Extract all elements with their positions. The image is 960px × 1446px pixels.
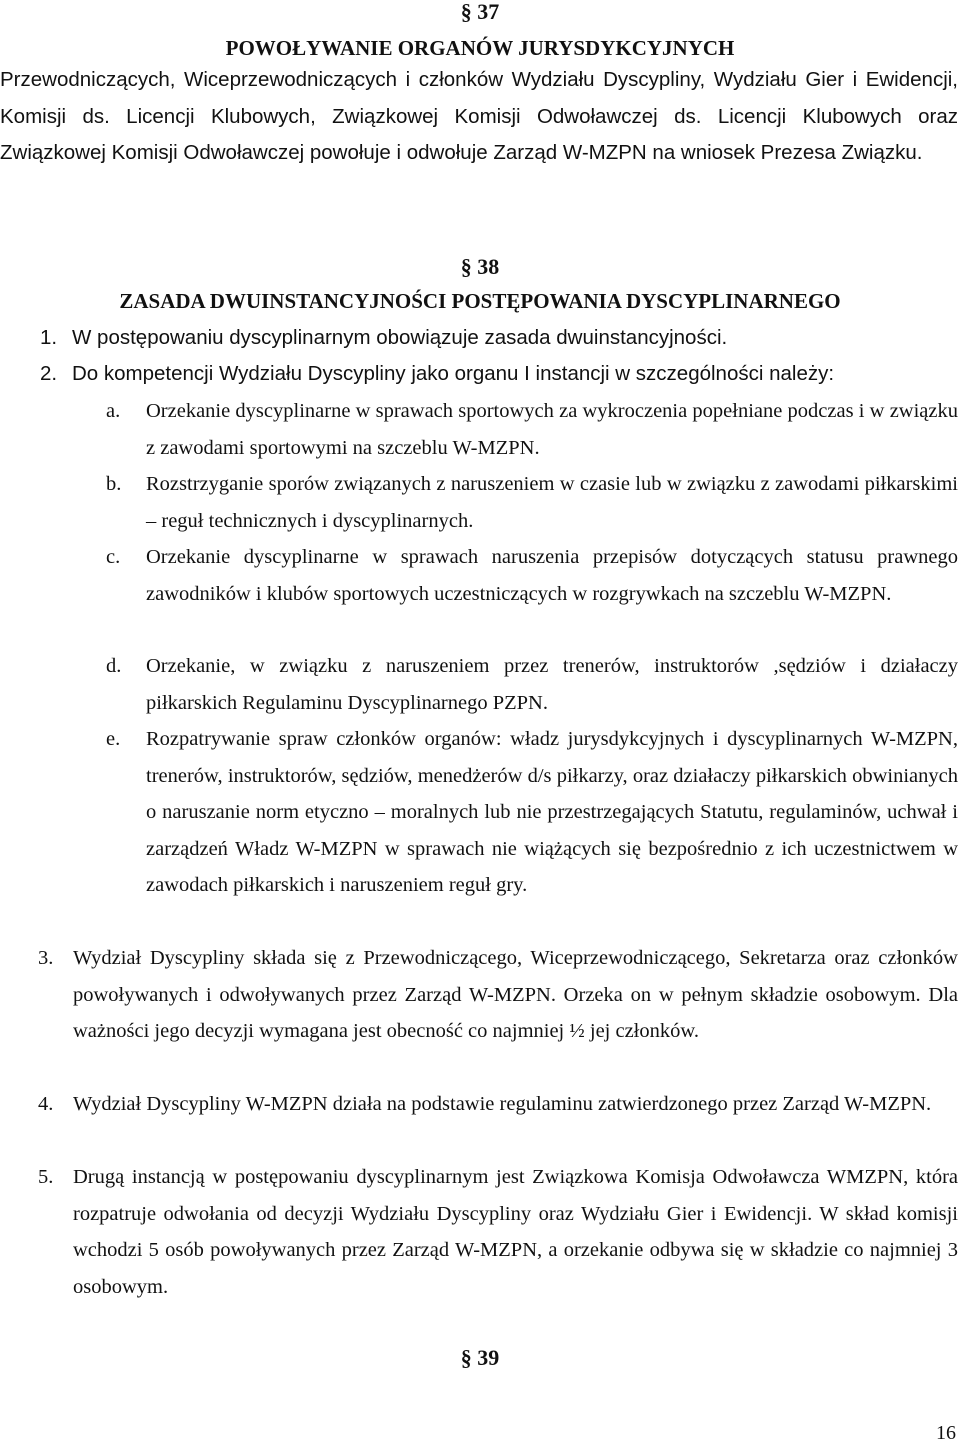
list-item xyxy=(106,393,958,467)
list-item xyxy=(38,1086,958,1160)
list-item-text: Orzekanie dyscyplinarne w sprawach sportowych za wykroczenia popełniane podczas i w związku z zawodami sportowymi na szczeblu W-MZPN. xyxy=(146,400,958,459)
list-item xyxy=(38,1159,958,1306)
list-item-marker: c. xyxy=(106,546,121,568)
section-38-title: ZASADA DWUINSTANCYJNOŚCI POSTĘPOWANIA DYSCYPLINARNEGO xyxy=(119,289,841,313)
section-37-paragraph: Przewodniczących, Wiceprzewodniczących i członków Wydziału Dyscypliny, Wydziału Gier i Ewidencji, Komisji ds. Licencji Klubowych, Związkowej Komisji Odwoławczej ds. Licencji Klubowych oraz Związkowej Komisji Odwoławczej powołuje i odwołuje Zarząd W-MZPN na wniosek Prezesa Związku. xyxy=(0,68,958,165)
section-37-title: POWOŁYWANIE ORGANÓW JURYSDYKCYJNYCH xyxy=(225,36,735,60)
list-item xyxy=(106,648,958,722)
list-item-text: Orzekanie, w związku z naruszeniem przez trenerów, instruktorów ,sędziów i działaczy piłkarskich Regulaminu Dyscyplinarnego PZPN. xyxy=(146,655,958,714)
list-item-text: Rozstrzyganie sporów związanych z naruszeniem w czasie lub w związku z zawodami piłkarskimi – reguł technicznych i dyscyplinarnych. xyxy=(146,473,958,532)
list-item-marker: e. xyxy=(106,728,121,750)
list-item-text: Rozpatrywanie spraw członków organów: władz jurysdykcyjnych i dyscyplinarnych W-MZPN, trenerów, instruktorów, sędziów, menedżerów d/s piłkarzy, oraz działaczy piłkarskich obwinianych o naruszanie norm etyczno – moralnych lub nie przestrzegających Statutu, regulaminów, uchwał i zarządzeń Władz W-MZPN w sprawach nie wiążących się bezpośrednio z ich uczestnictwem w zawodach piłkarskich i naruszeniem reguł gry. xyxy=(146,728,958,897)
list-item-marker: 2. xyxy=(40,362,58,385)
list-item-marker: 1. xyxy=(40,326,58,349)
section-37-number: § 37 xyxy=(460,0,500,24)
section-38-number: § 38 xyxy=(460,254,500,279)
page-number: 16 xyxy=(936,1422,956,1444)
list-item-marker: 3. xyxy=(38,947,54,969)
list-item-text: Wydział Dyscypliny W-MZPN działa na podstawie regulaminu zatwierdzonego przez Zarząd W-MZPN. xyxy=(73,1093,932,1115)
list-item-text: W postępowaniu dyscyplinarnym obowiązuje zasada dwuinstancyjności. xyxy=(72,326,728,349)
list-item-marker: 4. xyxy=(38,1093,54,1115)
list-item-marker: d. xyxy=(106,655,122,677)
list-item xyxy=(40,320,958,357)
list-item-marker: 5. xyxy=(38,1166,54,1188)
list-item-text: Do kompetencji Wydziału Dyscypliny jako organu I instancji w szczególności należy: xyxy=(72,362,835,385)
list-item xyxy=(106,466,958,540)
list-item-marker: a. xyxy=(106,400,121,422)
list-item xyxy=(38,940,958,1087)
list-item xyxy=(106,539,958,649)
list-item-marker: b. xyxy=(106,473,122,495)
section-39-number: § 39 xyxy=(460,1345,500,1370)
list-item xyxy=(40,356,958,393)
list-item-text: Wydział Dyscypliny składa się z Przewodniczącego, Wiceprzewodniczącego, Sekretarza oraz członków powoływanych i odwoływanych przez Zarząd W-MZPN. Orzeka on w pełnym składzie osobowym. Dla ważności jego decyzji wymagana jest obecność co najmniej ½ jej członków. xyxy=(73,947,958,1043)
list-item xyxy=(106,721,958,941)
list-item-text: Orzekanie dyscyplinarne w sprawach naruszenia przepisów dotyczących statusu prawnego zawodników i klubów sportowych uczestniczących w rozgrywkach na szczeblu W-MZPN. xyxy=(146,546,958,605)
list-item-text: Drugą instancją w postępowaniu dyscyplinarnym jest Związkowa Komisja Odwoławcza WMZPN, która rozpatruje odwołania od decyzji Wydziału Dyscypliny oraz Wydziału Gier i Ewidencji. W skład komisji wchodzi 5 osób powoływanych przez Zarząd W-MZPN, a orzekanie odbywa się w składzie co najmniej 3 osobowym. xyxy=(73,1166,958,1298)
